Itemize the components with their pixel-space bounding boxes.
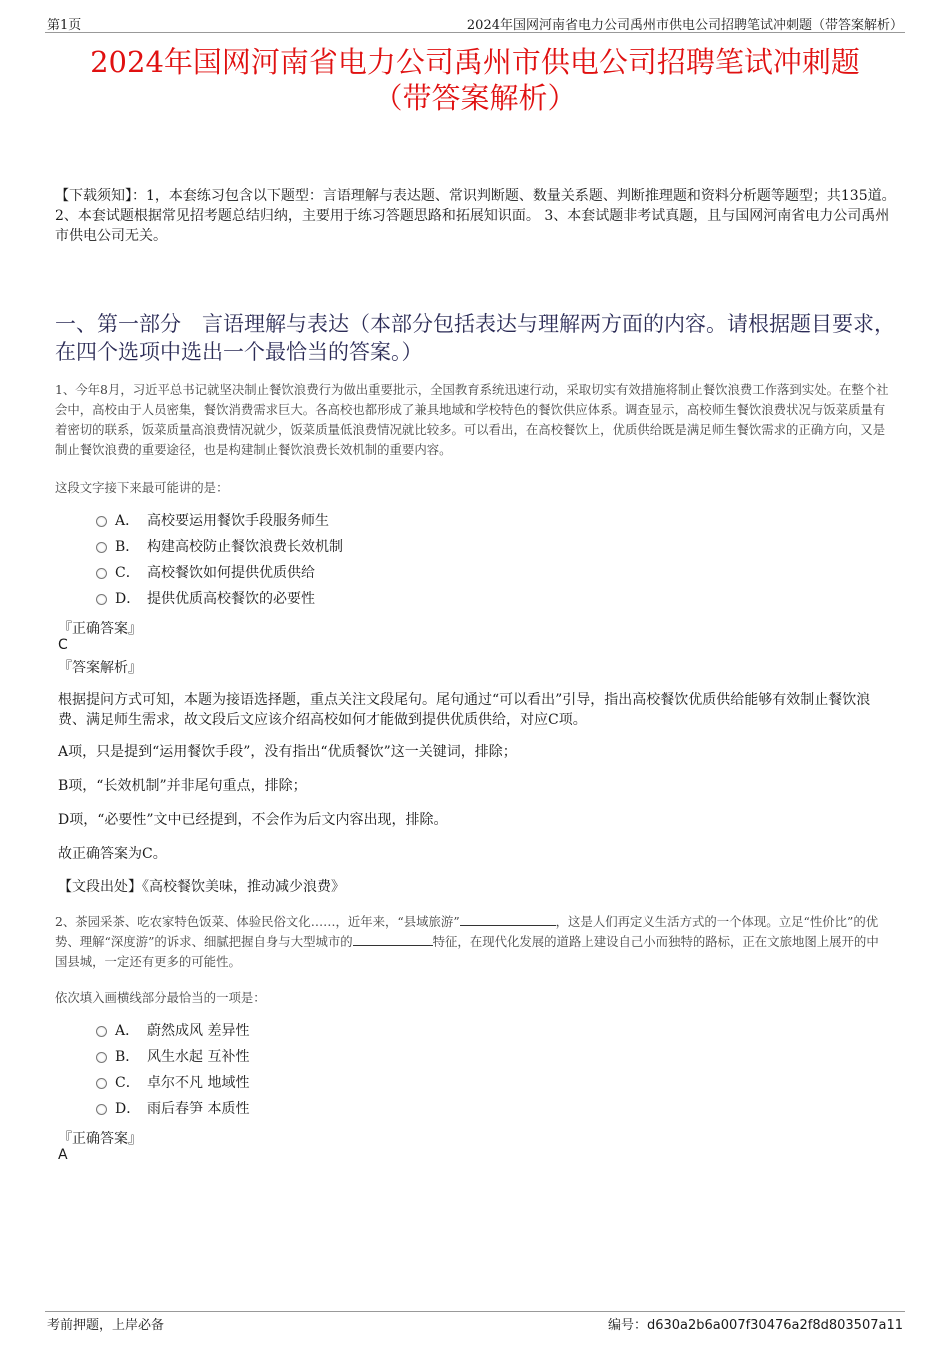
q1-source: 【文段出处】《高校餐饮美味，推动减少浪费》 xyxy=(58,879,345,895)
footer-code-label: 编号： xyxy=(607,1318,647,1333)
header-divider xyxy=(45,32,905,33)
q1-option-a[interactable] xyxy=(96,511,329,531)
q1-ask: 这段文字接下来最可能讲的是： xyxy=(55,480,229,495)
q2-option-c[interactable] xyxy=(96,1073,249,1093)
title-line-1: 2024年国网河南省电力公司禹州市供电公司招聘笔试冲刺题 xyxy=(90,45,860,79)
option-text: 提供优质高校餐饮的必要性 xyxy=(147,591,315,607)
option-label: B． xyxy=(115,539,140,555)
q1-option-d[interactable] xyxy=(96,589,315,609)
radio-icon[interactable] xyxy=(96,594,107,605)
option-text: 蔚然成风 差异性 xyxy=(147,1023,250,1039)
option-text: 构建高校防止餐饮浪费长效机制 xyxy=(147,539,343,555)
q1-analysis-conclusion: 故正确答案为C。 xyxy=(58,846,167,862)
fill-blank-2 xyxy=(353,933,433,946)
section-heading: 一、第一部分 言语理解与表达（本部分包括表达与理解两方面的内容。请根据题目要求，在四个选项中选出一个最恰当的答案。） xyxy=(55,312,895,364)
radio-icon[interactable] xyxy=(96,542,107,553)
q1-analysis-para: 根据提问方式可知，本题为接语选择题，重点关注文段尾句。尾句通过“可以看出”引导，指出高校餐饮优质供给能够有效制止餐饮浪费、满足师生需求，故文段后文应该介绍高校如何才能做到提供优质供给，对应C项。 xyxy=(58,692,871,728)
fill-blank-1 xyxy=(460,913,556,926)
option-text: 风生水起 互补性 xyxy=(147,1049,250,1065)
option-label: B． xyxy=(115,1049,140,1065)
q1-stem: 1、今年8月，习近平总书记就坚决制止餐饮浪费行为做出重要批示，全国教育系统迅速行动，采取切实有效措施将制止餐饮浪费工作落到实处。在整个社会中，高校由于人员密集，餐饮消费需求巨大。各高校也都形成了兼具地域和学校特色的餐饮供应体系。调查显示，高校师生餐饮浪费状况与饭菜质量有着密切的联系，饭菜质量高浪费情况就少，饭菜质量低浪费情况就比较多。可以看出，在高校餐饮上，优质供给既是满足师生餐饮需求的正确方向，又是制止餐饮浪费的重要途径，也是构建制止餐饮浪费长效机制的重要内容。 xyxy=(55,382,889,457)
q2-option-b[interactable] xyxy=(96,1047,249,1067)
q1-option-c[interactable] xyxy=(96,563,315,583)
q1-analysis-b: B项，“长效机制”并非尾句重点，排除； xyxy=(58,778,307,794)
option-label: D． xyxy=(115,1101,141,1117)
option-text: 高校餐饮如何提供优质供给 xyxy=(147,565,315,581)
q1-answer: C xyxy=(58,637,68,653)
footer-divider xyxy=(45,1311,905,1312)
radio-icon[interactable] xyxy=(96,1078,107,1089)
radio-icon[interactable] xyxy=(96,516,107,527)
q2-stem xyxy=(55,912,890,972)
option-text: 雨后春笋 本质性 xyxy=(147,1101,250,1117)
header-doc-title: 2024年国网河南省电力公司禹州市供电公司招聘笔试冲刺题（带答案解析） xyxy=(466,18,903,33)
option-label: A． xyxy=(115,513,140,529)
q2-answer-heading: 『正确答案』 xyxy=(58,1131,142,1147)
download-notice: 【下载须知】：1，本套练习包含以下题型：言语理解与表达题、常识判断题、数量关系题、判断推理题和资料分析题等题型；共135道。 2、本套试题根据常见招考题总结归纳，主要用于练习答题思路和拓展知识面。 3、本套试题非考试真题，且与国网河南省电力公司禹州市供电公司无关。 xyxy=(55,188,896,244)
q2-stem-part-1: 2、茶园采茶、吃农家特色饭菜、体验民俗文化……，近年来，“县域旅游” xyxy=(55,914,460,929)
option-label: C． xyxy=(115,565,140,581)
footer-code-value: d630a2b6a007f30476a2f8d803507a11 xyxy=(646,1318,903,1333)
page-title xyxy=(40,44,910,116)
q2-option-d[interactable] xyxy=(96,1099,249,1119)
q2-stem-part-2: ，这是人们再定义生活方式的一个体现。立足“性价比”的优势、理解“深度游”的诉求、细腻把握自身与大型城市的 xyxy=(55,914,879,949)
option-label: D． xyxy=(115,591,141,607)
footer-slogan: 考前押题，上岸必备 xyxy=(47,1318,165,1333)
radio-icon[interactable] xyxy=(96,568,107,579)
radio-icon[interactable] xyxy=(96,1026,107,1037)
page-number: 第1页 xyxy=(47,18,82,33)
radio-icon[interactable] xyxy=(96,1052,107,1063)
option-label: A． xyxy=(115,1023,140,1039)
option-text: 卓尔不凡 地域性 xyxy=(147,1075,250,1091)
q1-answer-heading: 『正确答案』 xyxy=(58,621,142,637)
q1-analysis-d: D项，“必要性”文中已经提到，不会作为后文内容出现，排除。 xyxy=(58,812,448,828)
q2-option-a[interactable] xyxy=(96,1021,249,1041)
option-label: C． xyxy=(115,1075,140,1091)
q2-answer: A xyxy=(58,1147,68,1163)
title-line-2: （带答案解析） xyxy=(373,81,577,115)
q1-analysis-a: A项，只是提到“运用餐饮手段”，没有指出“优质餐饮”这一关键词，排除； xyxy=(58,744,517,760)
q2-ask: 依次填入画横线部分最恰当的一项是： xyxy=(55,990,266,1005)
q1-analysis-heading: 『答案解析』 xyxy=(58,660,142,676)
option-text: 高校要运用餐饮手段服务师生 xyxy=(147,513,329,529)
q2-stem-part-3: 特征，在现代化发展的道路上建设自己小而独特的路标，正在文旅地图上展开的中国县城，一定还有更多的可能性。 xyxy=(55,934,879,969)
radio-icon[interactable] xyxy=(96,1104,107,1115)
footer-code xyxy=(608,1314,903,1333)
q1-option-b[interactable] xyxy=(96,537,343,557)
